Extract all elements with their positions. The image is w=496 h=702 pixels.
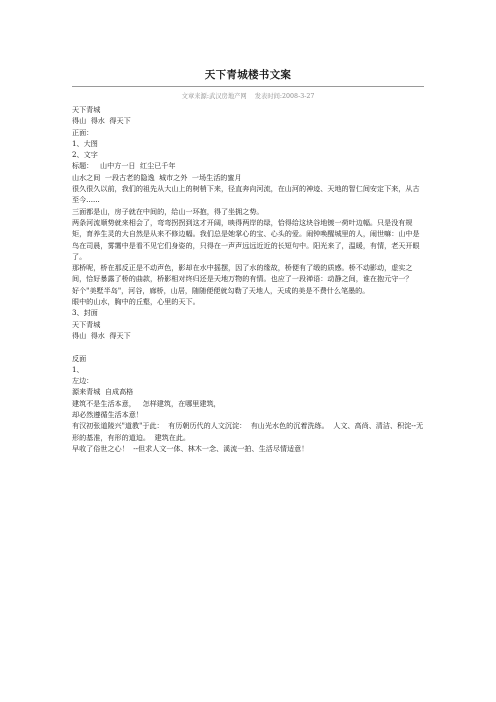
text-line: 好个"美墅半岛"，河谷，廊桥，山居，随随便便就勾勒了天地人，天成的美是不费什么笔墨的。 — [72, 285, 370, 295]
text-line: 却必然遵循生活本意！ — [72, 410, 143, 420]
text-line: 那桥呢，桥在那反正是不动声色，影却在水中摇摆，因了水的缘故，桥便有了缎的质感。桥不动影动，虚实之间，恰好暴露了桥的曲款，桥影相对终归还是天地万物的有情。也应了一段禅语：动静之间，谁在抱元守一？ — [72, 263, 413, 284]
text-line: 1、 — [72, 364, 84, 374]
text-line: 左边： — [72, 376, 94, 386]
document-meta — [72, 86, 424, 100]
text-line: 2、文字 — [72, 150, 98, 160]
text-line: 天下青城 — [72, 105, 101, 114]
text-line: 反面 — [72, 353, 87, 363]
text-line: 天下青城 — [72, 319, 101, 329]
text-line: 建筑不是生活本意， 怎样建筑，在哪里建筑， — [72, 398, 221, 408]
text-line: 山水之间 一段古老的隐逸 城市之外 一场生活的蜜月 — [72, 172, 242, 182]
text-line: 正面： — [72, 127, 94, 137]
text-line: 很久很久以前，我们的祖先从大山上的树梢下来，径直奔向河流，在山河的神迹、天地的智仁间安定下来，从古至今...... — [72, 184, 420, 205]
text-line: 1、大图 — [72, 138, 98, 148]
text-line: 三面都是山，房子就在中间的，给山一环抱，得了坐拥之势。 — [72, 206, 264, 216]
blank-line — [72, 341, 424, 352]
document-body — [72, 104, 424, 454]
text-line: 有汉初张道陵兴"道教"于此： 有历朝历代的人文沉淀： 有山光水色的沉着洗练。 人文、高尚、清洁、积淀--无形的基准，有形的道迫。 建筑在此。 — [72, 421, 424, 442]
document-title: 天下青城楼书文案 — [204, 69, 292, 81]
text-line: 眼中的山水，胸中的丘壑，心里的天下。 — [72, 297, 200, 307]
date-label: 发表时间:2008-3-27 — [254, 93, 315, 100]
text-line: 得山 得水 得天下 — [72, 330, 131, 340]
source-label: 文章来源:武汉房地产网 — [181, 93, 247, 100]
text-line: 两条河流顺势就来相会了，弯弯拐拐到这才开阔，映得两岸的绿，恰得给这块谷地镀一荷叶边幅。只是没有规矩，育养生灵的大自然是从来不修边幅。我们总是她掌心的宝、心头的爱。闹钟唤醒城里的人，闹世嘛：山中是鸟在司晨，雾霭中是看不见它们身姿的，只得在一声声远远近近的长短句中。阳光来了，温暖，有情，老天开眼了。 — [72, 217, 420, 261]
text-line: 早收了俗世之心！ --但求人文一体、林木一念、溪流一拍、生活尽情适意！ — [72, 443, 309, 453]
text-line: 得山 得水 得天下 — [72, 116, 131, 126]
text-line: 标题： 山中方一日 红尘已千年 — [72, 161, 176, 171]
text-line: 源来青城 自成高格 — [72, 387, 134, 397]
text-line: 3、封面 — [72, 308, 98, 318]
